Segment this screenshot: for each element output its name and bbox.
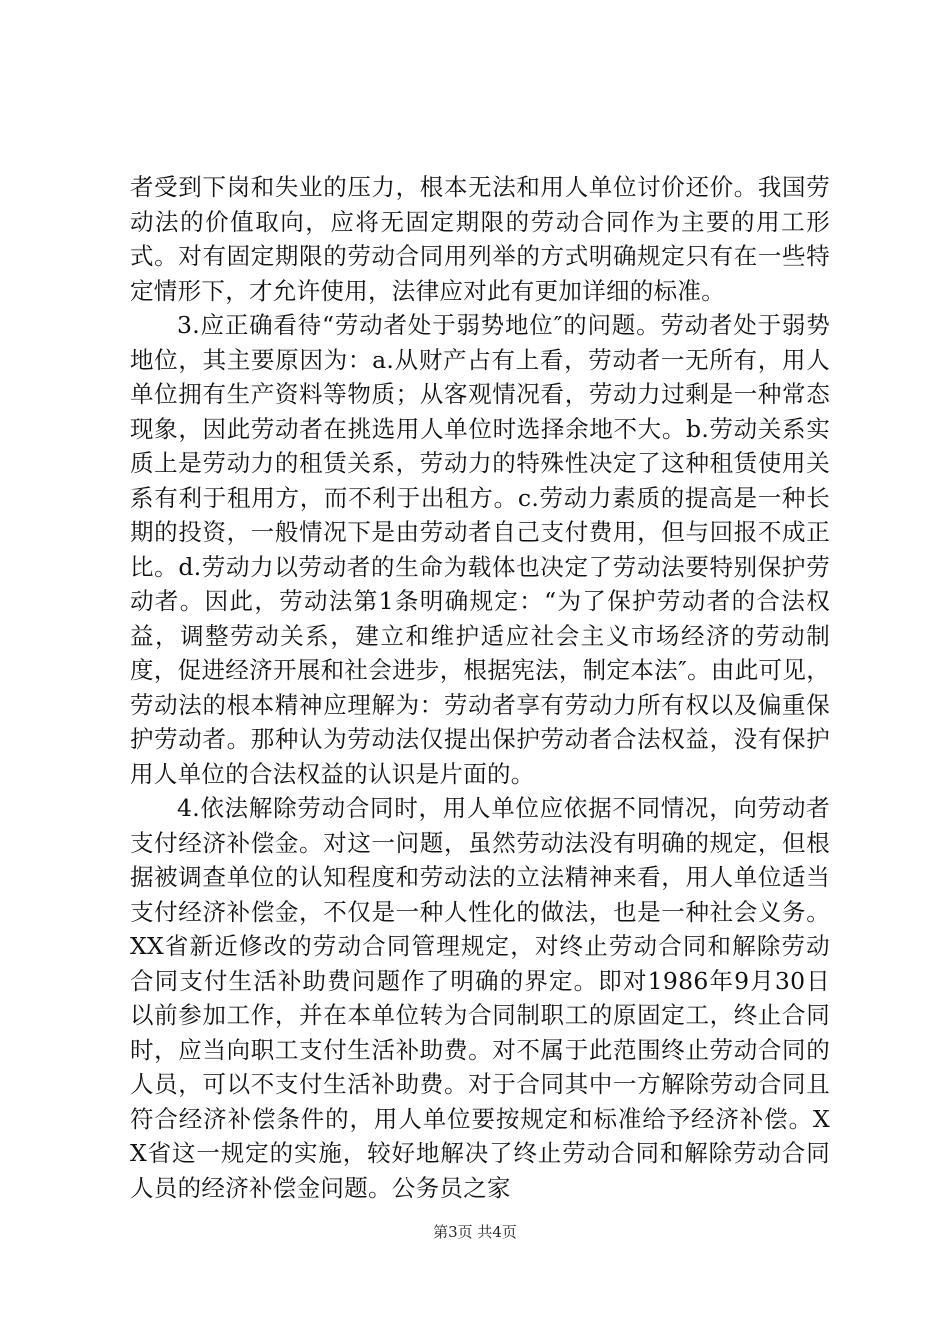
paragraph-continuation: 者受到下岗和失业的压力，根本无法和用人单位讨价还价。我国劳动法的价值取向，应将无固定期限的劳动合同作为主要的用工形式。对有固定期限的劳动合同用列举的方式明确规定只有在一些特定情形下，才允许使用，法律应对此有更加详细的标准。: [130, 173, 830, 305]
document-body: [130, 170, 830, 1205]
page-footer: 第3页 共4页: [433, 1223, 517, 1241]
paragraph-point-4: 4.依法解除劳动合同时，用人单位应依据不同情况，向劳动者支付经济补偿金。对这一问题，虽然劳动法没有明确的规定，但根据被调查单位的认知程度和劳动法的立法精神来看，用人单位适当支付经济补偿金，不仅是一种人性化的做法，也是一种社会义务。XX省新近修改的劳动合同管理规定，对终止劳动合同和解除劳动合同支付生活补助费问题作了明确的界定。即对1986年9月30日以前参加工作，并在本单位转为合同制职工的原固定工，终止合同时，应当向职工支付生活补助费。对不属于此范围终止劳动合同的人员，可以不支付生活补助费。对于合同其中一方解除劳动合同且符合经济补偿条件的，用人单位要按规定和标准给予经济补偿。XX省这一规定的实施，较好地解决了终止劳动合同和解除劳动合同人员的经济补偿金问题。公务员之家: [130, 794, 830, 1202]
paragraph-point-3: 3.应正确看待“劳动者处于弱势地位″的问题。劳动者处于弱势地位，其主要原因为：a.从财产占有上看，劳动者一无所有，用人单位拥有生产资料等物质；从客观情况看，劳动力过剩是一种常态现象，因此劳动者在挑选用人单位时选择余地不大。b.劳动关系实质上是劳动力的租赁关系，劳动力的特殊性决定了这种租赁使用关系有利于租用方，而不利于出租方。c.劳动力素质的提高是一种长期的投资，一般情况下是由劳动者自己支付费用，但与回报不成正比。d.劳动力以劳动者的生命为载体也决定了劳动法要特别保护劳动者。因此，劳动法第1条明确规定：“为了保护劳动者的合法权益，调整劳动关系，建立和维护适应社会主义市场经济的劳动制度，促进经济开展和社会进步，根据宪法，制定本法″。由此可见，劳动法的根本精神应理解为：劳动者享有劳动力所有权以及偏重保护劳动者。那种认为劳动法仅提出保护劳动者合法权益，没有保护用人单位的合法权益的认识是片面的。: [130, 311, 830, 788]
